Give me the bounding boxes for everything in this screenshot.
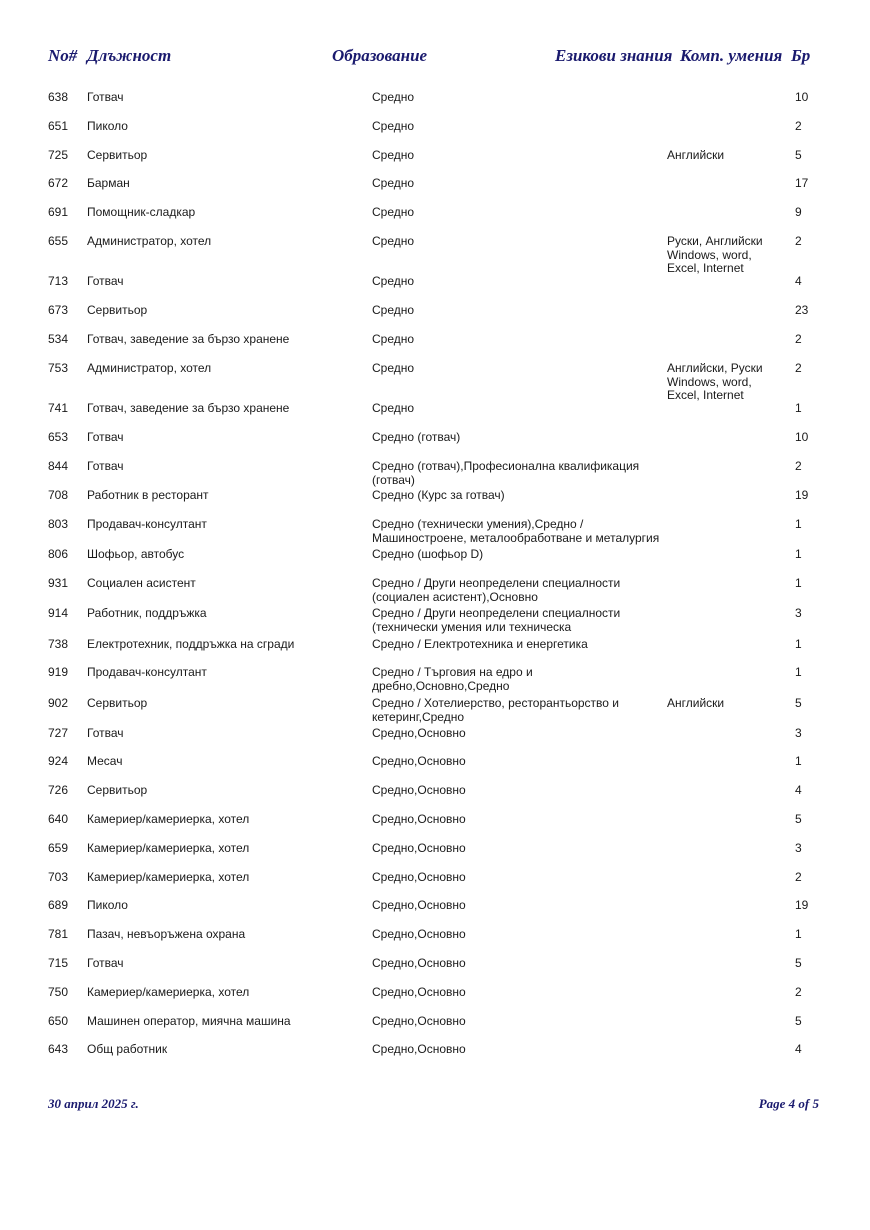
education: Средно / Други неопределени специалности (технически умения или техническа	[372, 606, 621, 634]
job-title: Общ работник	[87, 1042, 168, 1056]
education: Средно (шофьор D)	[372, 547, 484, 561]
position-count: 10	[795, 90, 809, 104]
position-count: 1	[795, 927, 802, 941]
job-title: Сервитьор	[87, 696, 148, 710]
job-title: Готвач, заведение за бързо хранене	[87, 332, 290, 346]
position-count: 4	[795, 274, 802, 288]
languages: Английски	[667, 148, 725, 162]
row-number: 691	[48, 205, 69, 219]
education: Средно	[372, 361, 415, 375]
row-number: 919	[48, 665, 69, 679]
row-number: 715	[48, 956, 69, 970]
education: Средно / Други неопределени специалности (социален асистент),Основно	[372, 576, 621, 604]
education: Средно	[372, 303, 415, 317]
position-count: 1	[795, 576, 802, 590]
position-count: 5	[795, 696, 802, 710]
footer-page-number: Page 4 of 5	[758, 1096, 819, 1111]
row-number: 534	[48, 332, 69, 346]
education: Средно,Основно	[372, 956, 466, 970]
position-count: 23	[795, 303, 809, 317]
job-title: Шофьор, автобус	[87, 547, 185, 561]
job-title: Сервитьор	[87, 783, 148, 797]
education: Средно	[372, 332, 415, 346]
position-count: 2	[795, 870, 802, 884]
education: Средно,Основно	[372, 783, 466, 797]
education: Средно,Основно	[372, 1014, 466, 1028]
education: Средно,Основно	[372, 812, 466, 826]
position-count: 1	[795, 665, 802, 679]
education: Средно,Основно	[372, 870, 466, 884]
job-title: Продавач-консултант	[87, 517, 207, 531]
row-number: 651	[48, 119, 69, 133]
header-languages: Езикови знания	[555, 46, 673, 65]
education: Средно,Основно	[372, 985, 466, 999]
education: Средно	[372, 234, 415, 248]
job-title: Машинен оператор, миячна машина	[87, 1014, 291, 1028]
position-count: 5	[795, 956, 802, 970]
job-title: Работник в ресторант	[87, 488, 209, 502]
position-count: 1	[795, 637, 802, 651]
row-number: 750	[48, 985, 69, 999]
row-number: 844	[48, 459, 69, 473]
job-title: Електротехник, поддръжка на сгради	[87, 637, 295, 651]
position-count: 5	[795, 148, 802, 162]
row-number: 673	[48, 303, 69, 317]
position-count: 4	[795, 1042, 802, 1056]
education: Средно,Основно	[372, 1042, 466, 1056]
position-count: 2	[795, 119, 802, 133]
header-count: Бр	[791, 46, 811, 65]
position-count: 2	[795, 234, 802, 248]
row-number: 914	[48, 606, 69, 620]
job-title: Администратор, хотел	[87, 234, 212, 248]
row-number: 924	[48, 754, 69, 768]
position-count: 2	[795, 332, 802, 346]
position-count: 19	[795, 898, 809, 912]
position-count: 2	[795, 459, 802, 473]
education: Средно (Курс за готвач)	[372, 488, 505, 502]
header-computer-skills: Комп. умения	[680, 46, 783, 65]
job-title: Камериер/камериерка, хотел	[87, 841, 250, 855]
education: Средно	[372, 90, 415, 104]
position-count: 19	[795, 488, 809, 502]
position-count: 9	[795, 205, 802, 219]
footer-date: 30 април 2025 г.	[48, 1096, 139, 1111]
row-number: 643	[48, 1042, 69, 1056]
position-count: 1	[795, 754, 802, 768]
row-number: 902	[48, 696, 69, 710]
position-count: 4	[795, 783, 802, 797]
row-number: 781	[48, 927, 69, 941]
row-number: 672	[48, 176, 69, 190]
education: Средно / Търговия на едро и дребно,Основно,Средно	[372, 665, 533, 693]
position-count: 3	[795, 606, 802, 620]
education: Средно,Основно	[372, 726, 466, 740]
position-count: 10	[795, 430, 809, 444]
education: Средно	[372, 119, 415, 133]
job-title: Администратор, хотел	[87, 361, 212, 375]
position-count: 1	[795, 401, 802, 415]
row-number: 806	[48, 547, 69, 561]
position-count: 3	[795, 841, 802, 855]
row-number: 713	[48, 274, 69, 288]
job-title: Сервитьор	[87, 303, 148, 317]
education: Средно,Основно	[372, 898, 466, 912]
job-title: Камериер/камериерка, хотел	[87, 870, 250, 884]
row-number: 741	[48, 401, 69, 415]
row-number: 638	[48, 90, 69, 104]
header-no: No#	[48, 46, 78, 65]
row-number: 753	[48, 361, 69, 375]
header-title: Длъжност	[87, 46, 172, 65]
job-title: Готвач	[87, 459, 124, 473]
education: Средно,Основно	[372, 754, 466, 768]
languages: Английски	[667, 696, 725, 710]
position-count: 2	[795, 361, 802, 375]
position-count: 1	[795, 517, 802, 531]
languages: Английски, Руски Windows, word, Excel, Internet	[667, 361, 763, 402]
row-number: 650	[48, 1014, 69, 1028]
row-number: 653	[48, 430, 69, 444]
position-count: 5	[795, 1014, 802, 1028]
row-number: 659	[48, 841, 69, 855]
job-title: Пиколо	[87, 898, 128, 912]
position-count: 1	[795, 547, 802, 561]
education: Средно (готвач)	[372, 430, 461, 444]
row-number: 689	[48, 898, 69, 912]
job-title: Месач	[87, 754, 123, 768]
position-count: 5	[795, 812, 802, 826]
job-title: Социален асистент	[87, 576, 196, 590]
job-title: Продавач-консултант	[87, 665, 207, 679]
education: Средно (технически умения),Средно / Машиностроене, металообработване и металургия	[372, 517, 660, 545]
job-title: Пазач, невъоръжена охрана	[87, 927, 246, 941]
row-number: 726	[48, 783, 69, 797]
education: Средно	[372, 205, 415, 219]
job-title: Сервитьор	[87, 148, 148, 162]
position-count: 3	[795, 726, 802, 740]
position-count: 2	[795, 985, 802, 999]
position-count: 17	[795, 176, 809, 190]
row-number: 640	[48, 812, 69, 826]
languages: Руски, Английски Windows, word, Excel, Internet	[667, 234, 763, 275]
row-number: 725	[48, 148, 69, 162]
header-education: Образование	[332, 46, 428, 65]
row-number: 655	[48, 234, 69, 248]
row-number: 803	[48, 517, 69, 531]
job-title: Помощник-сладкар	[87, 205, 196, 219]
job-title: Готвач, заведение за бързо хранене	[87, 401, 290, 415]
job-title: Камериер/камериерка, хотел	[87, 812, 250, 826]
education: Средно	[372, 274, 415, 288]
row-number: 931	[48, 576, 69, 590]
education: Средно	[372, 148, 415, 162]
row-number: 703	[48, 870, 69, 884]
row-number: 727	[48, 726, 69, 740]
job-title: Барман	[87, 176, 130, 190]
education: Средно,Основно	[372, 841, 466, 855]
job-title: Камериер/камериерка, хотел	[87, 985, 250, 999]
job-title: Готвач	[87, 90, 124, 104]
job-title: Готвач	[87, 956, 124, 970]
education: Средно / Хотелиерство, ресторантьорство и кетеринг,Средно	[372, 696, 620, 724]
job-title: Пиколо	[87, 119, 128, 133]
job-title: Готвач	[87, 274, 124, 288]
education: Средно / Електротехника и енергетика	[372, 637, 588, 651]
job-title: Готвач	[87, 726, 124, 740]
row-number: 708	[48, 488, 69, 502]
education: Средно (готвач),Професионална квалификация (готвач)	[372, 459, 640, 487]
education: Средно	[372, 401, 415, 415]
education: Средно	[372, 176, 415, 190]
row-number: 738	[48, 637, 69, 651]
education: Средно,Основно	[372, 927, 466, 941]
job-title: Работник, поддръжка	[87, 606, 207, 620]
job-title: Готвач	[87, 430, 124, 444]
